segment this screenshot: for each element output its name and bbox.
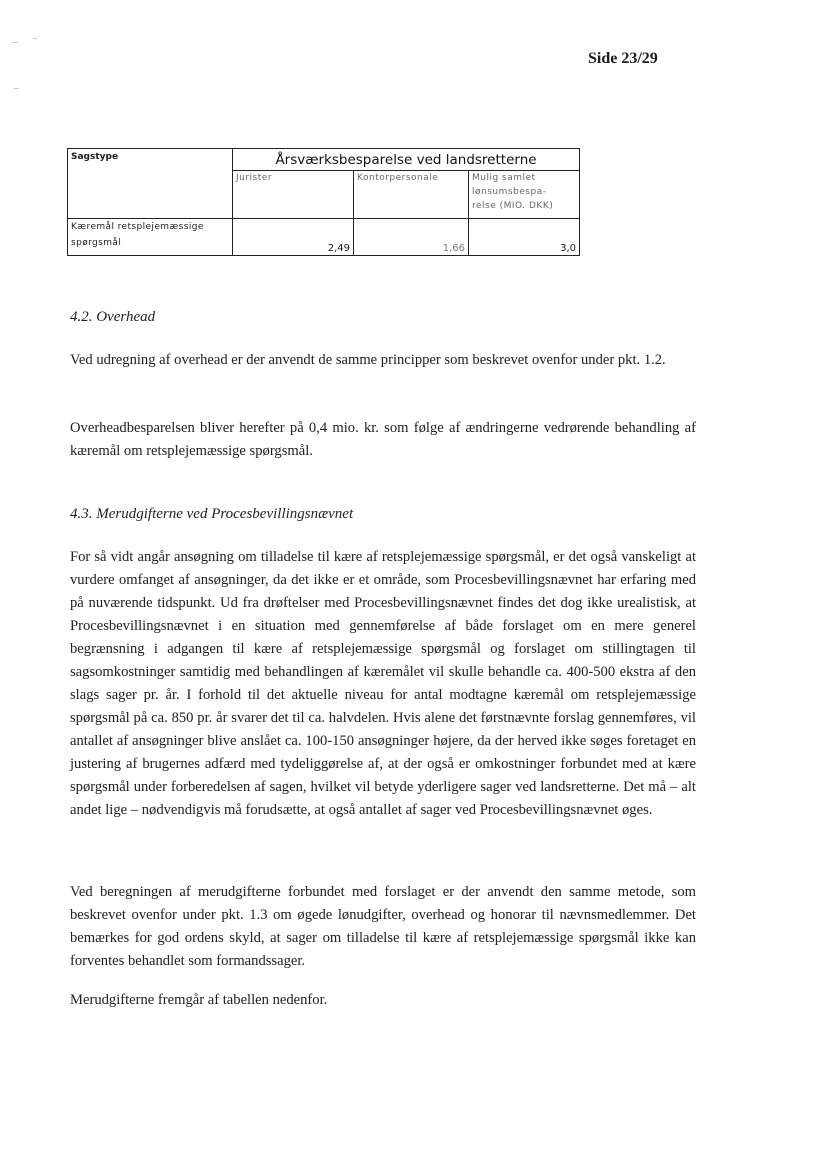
value-kontorpersonale: 1,66: [354, 219, 469, 256]
paragraph: Merudgifterne fremgår af tabellen nedenfor.: [70, 992, 328, 1008]
paragraph: Ved udregning af overhead er der anvendt de samme principper som beskrevet ovenfor under pkt. 1.2.: [70, 352, 666, 368]
row-label-line: Kæremål retsplejemæssige: [71, 222, 204, 232]
section-heading-overhead: 4.2. Overhead: [70, 309, 156, 325]
column-header-loensum: [469, 171, 580, 219]
type-header: Sagstype: [68, 149, 233, 219]
scan-artifact: [12, 42, 18, 43]
column-header-line: relse (MIO. DKK): [472, 201, 554, 212]
column-header-line: Mulig samlet: [472, 173, 536, 184]
table-header-row: [68, 149, 580, 171]
group-header: Årsværksbesparelse ved landsretterne: [233, 149, 580, 171]
table-row: [68, 219, 580, 256]
row-label-line: spørgsmål: [71, 238, 122, 248]
paragraph: For så vidt angår ansøgning om tilladelse til kære af retsplejemæssige spørgsmål, er det også vanskeligt at vurdere omfanget af ansøgninger, da det ikke er et område, som Procesbevillingsnævnet har erfaring med på nuværende tidspunkt. Ud fra drøftelser med Procesbevillingsnævnet findes det dog ikke urealistisk, at Procesbevillingsnævnet i en situation med gennemførelse af både forslaget om en mere generel begrænsning i adgangen til kære af retsplejemæssige spørgsmål og forslaget om stillingtagen til sagsomkostninger samtidig med behandlingen af kæremålet vil skulle behandle ca. 400-500 ekstra af den slags sager pr. år. I forhold til det aktuelle niveau for antal modtagne kæremål om retsplejemæssige spørgsmål på ca. 850 pr. år svarer det til ca. halvdelen. Hvis alene det førstnævnte forslag gennemføres, vil antallet af ansøgninger blive anslået ca. 100-150 ansøgninger højere, da der herved ikke søges foretaget en justering af brugernes adfærd med tydeliggørelse af, at der også er omkostninger forbundet med at kære spørgsmål under forberedelsen af sagen, hvilket vil betyde yderligere sager ved landsretterne. Det må – alt andet lige – nødvendigvis må forudsætte, at også antallet af sager ved Procesbevillingsnævnet øges.: [70, 549, 696, 818]
section-heading-merudgifter: 4.3. Merudgifterne ved Procesbevillingsnævnet: [70, 506, 354, 522]
column-header-kontorpersonale: [354, 171, 469, 219]
column-header-line: Jurister: [236, 173, 273, 184]
page-number: Side 23/29: [588, 50, 658, 67]
value-jurister: 2,49: [233, 219, 354, 256]
paragraph: Overheadbesparelsen bliver herefter på 0,4 mio. kr. som følge af ændringerne vedrørende behandling af kæremål om retsplejemæssige spørgsmål.: [70, 420, 696, 459]
column-header-line: lønsumsbespa-: [472, 187, 547, 198]
scan-artifact: [33, 38, 37, 39]
column-header-jurister: [233, 171, 354, 219]
savings-table: [67, 148, 580, 256]
row-label: [68, 219, 233, 256]
scan-artifact: [14, 88, 19, 89]
paragraph: Ved beregningen af merudgifterne forbundet med forslaget er der anvendt den samme metode, som beskrevet ovenfor under pkt. 1.3 om øgede lønudgifter, overhead og honorar til nævnsmedlemmer. Det bemærkes for god ordens skyld, at sager om tilladelse til kære af retsplejemæssige spørgsmål ikke kan forventes behandlet som formandssager.: [70, 884, 696, 969]
value-loensum: 3,0: [469, 219, 580, 256]
column-header-line: Kontorpersonale: [357, 173, 439, 184]
